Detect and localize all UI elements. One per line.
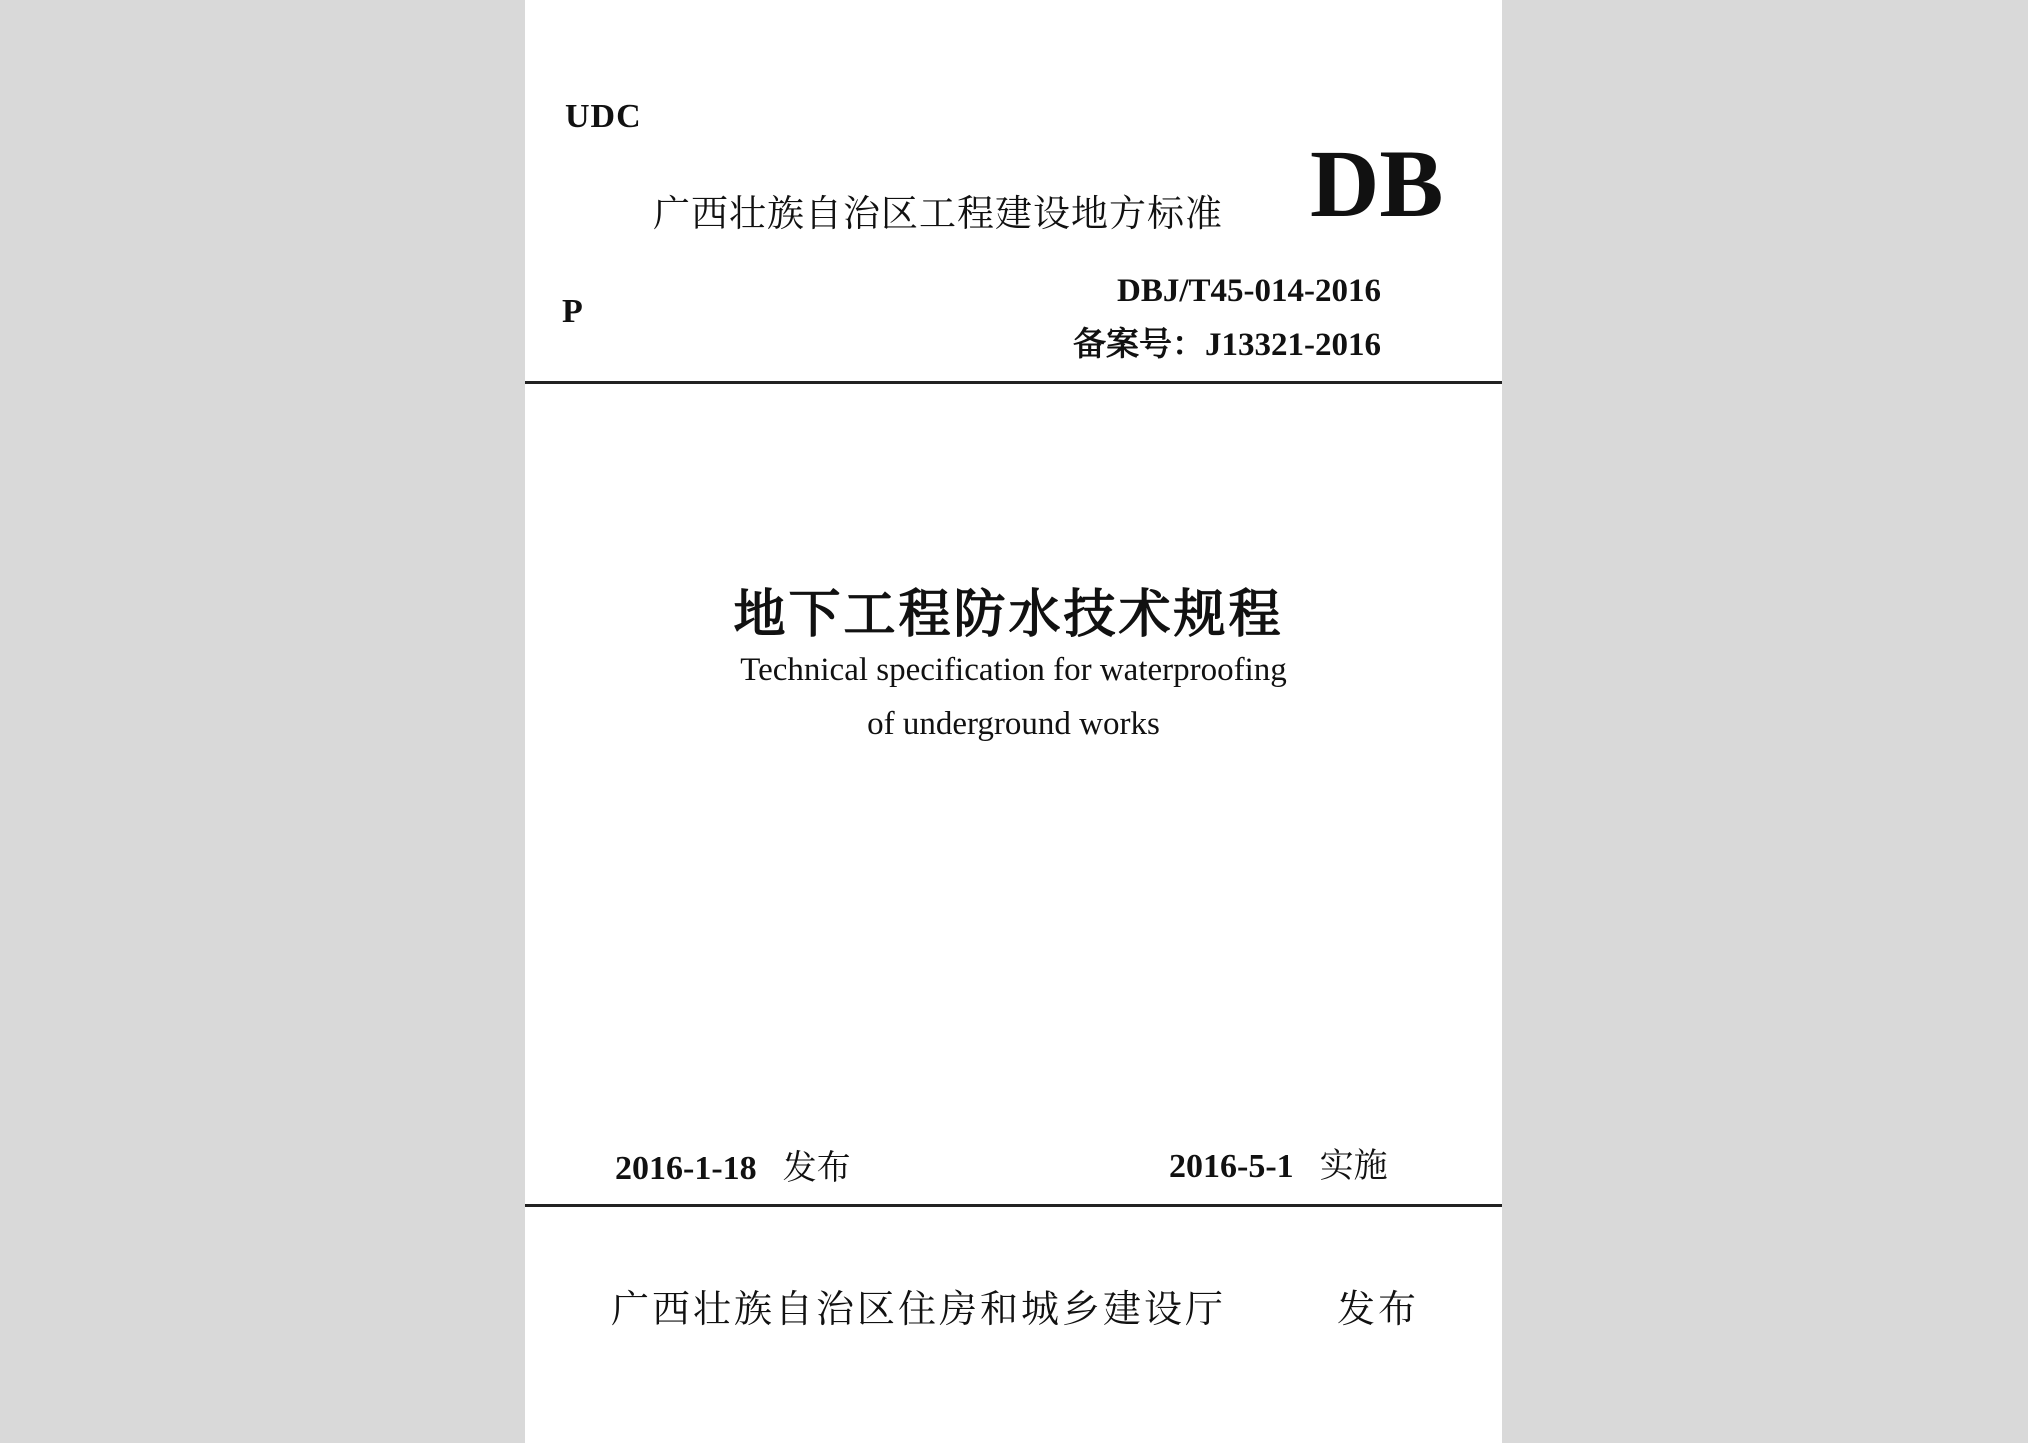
top-divider — [525, 381, 1502, 384]
issue-date-line — [615, 1140, 851, 1189]
record-number-line — [1073, 318, 1381, 365]
record-number: J13321-2016 — [1205, 327, 1381, 363]
implement-date-line — [1169, 1138, 1388, 1187]
udc-label: UDC — [565, 98, 642, 135]
record-label: 备案号： — [1073, 324, 1205, 363]
title-english-line1: Technical specification for waterproofing — [740, 652, 1287, 688]
implement-date: 2016-5-1 — [1169, 1148, 1294, 1185]
classification-code: P — [562, 293, 583, 330]
issuer-heading: 广西壮族自治区工程建设地方标准 — [653, 192, 1223, 235]
standard-code: DBJ/T45-014-2016 — [1117, 273, 1381, 309]
title-chinese: 地下工程防水技术规程 — [733, 585, 1284, 645]
bottom-divider — [525, 1204, 1502, 1207]
publisher-action: 发布 — [1337, 1287, 1420, 1331]
publisher-name: 广西壮族自治区住房和城乡建设厅 — [611, 1287, 1227, 1331]
standard-type-mark: DB — [1310, 130, 1444, 237]
issue-tag: 发布 — [782, 1148, 851, 1188]
issue-date: 2016-1-18 — [615, 1150, 757, 1187]
document-page — [525, 0, 1502, 1443]
title-english-line2: of underground works — [867, 706, 1160, 742]
implement-tag: 实施 — [1319, 1146, 1388, 1186]
